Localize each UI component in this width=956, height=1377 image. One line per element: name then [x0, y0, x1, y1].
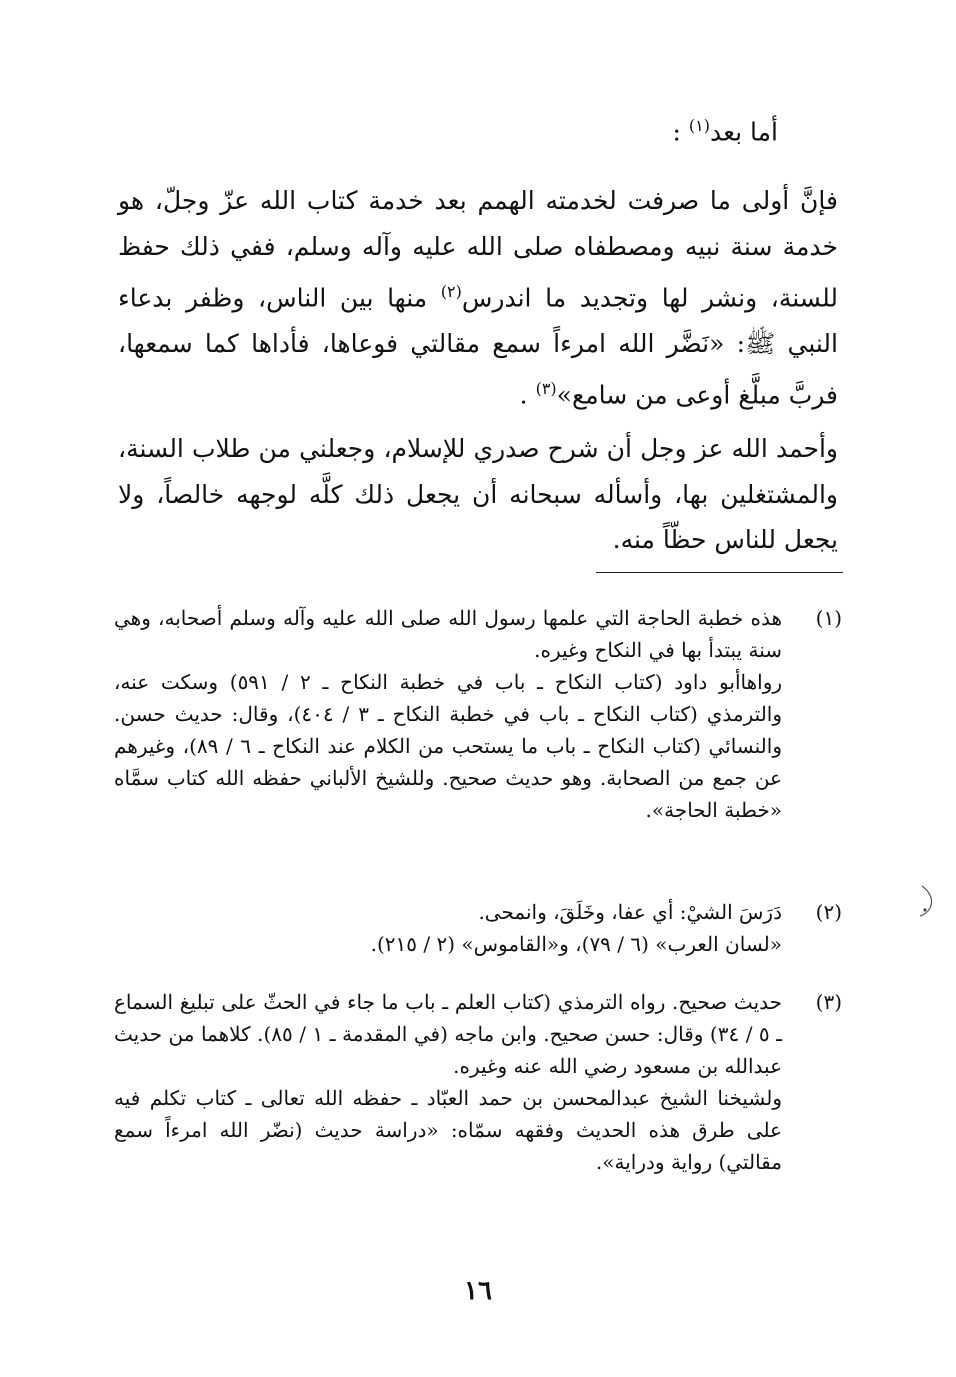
- paragraph-1-part-2: منها بين الناس، وظفر بدعاء النبي ﷺ: «نَضَّر الله امرءاً سمع مقالتي فوعاها، فأداها كما سمعها، فربَّ مبلَّغ أوعى من سامع»: [118, 283, 838, 410]
- footnote-3-line-2: ولشيخنا الشيخ عبدالمحسن بن حمد العبّاد ـ حفظه الله تعالى ـ كتاب تكلم فيه على طرق هذه الحديث وفقهه سمّاه: «دراسة حديث (نضّر الله امرءاً سمع مقالتي) رواية ودراية».: [114, 1086, 782, 1174]
- footnote-2-line-1: دَرَسَ الشيْ: أي عفا، وخَلَقَ، وانمحى.: [478, 900, 782, 924]
- footnote-1-body: [114, 602, 782, 826]
- footnote-ref-1: (١): [688, 116, 710, 135]
- footnote-3-line-1: حديث صحيح. رواه الترمذي (كتاب العلم ـ باب ما جاء في الحثّ على تبليغ السماع ـ ٥ / ٣٤) وقال: حسن صحيح. وابن ماجه (في المقدمة ـ ١ / ٨٥). كلاهما من حديث عبدالله بن مسعود رضي الله عنه وغيره.: [114, 990, 783, 1078]
- footnote-2: [114, 896, 842, 960]
- opening-trail: :: [672, 117, 689, 147]
- footnote-1-line-1: هذه خطبة الحاجة التي علمها رسول الله صلى الله عليه وآله وسلم أصحابه، وهي سنة يبتدأ بها في النكاح وغيره.: [114, 606, 782, 662]
- pen-mark-icon: [916, 882, 940, 922]
- paragraph-1: [118, 178, 838, 418]
- paragraph-1-part-3: .: [519, 380, 536, 410]
- footnote-3-body: [114, 986, 782, 1178]
- footnote-3: [114, 986, 842, 1178]
- page-number: ١٦: [464, 1276, 492, 1306]
- footnote-ref-3: (٣): [535, 379, 557, 399]
- opening-line: [118, 108, 778, 150]
- footnote-separator: [596, 572, 843, 573]
- opening-text: أما بعد: [709, 117, 778, 147]
- paragraph-1-part-1: فإنَّ أولى ما صرفت لخدمته الهمم بعد خدمة كتاب الله عزّ وجلّ، هو خدمة سنة نبيه ومصطفاه صلى الله عليه وآله وسلم، ففي ذلك حفظ للسنة، ونشر لها وتجديد ما اندرس: [118, 186, 839, 313]
- paragraph-2: وأحمد الله عز وجل أن شرح صدري للإسلام، وجعلني من طلاب السنة، والمشتغلين بها، وأسأله سبحانه أن يجعل ذلك كلَّه لوجهه خالصاً، ولا يجعل للناس حظّاً منه.: [118, 434, 838, 554]
- footnote-ref-2: (٢): [440, 282, 462, 301]
- footnote-1-line-2: رواهاأبو داود (كتاب النكاح ـ باب في خطبة النكاح ـ ٢ / ٥٩١) وسكت عنه، والترمذي (كتاب النكاح ـ باب في خطبة النكاح ـ ٣ / ٤٠٤)، وقال: حديث حسن. والنسائي (كتاب النكاح ـ باب ما يستحب من الكلام عند النكاح ـ ٦ / ٨٩)، وغيرهم عن جمع من الصحابة. وهو حديث صحيح. وللشيخ الألباني حفظه الله كتاب سمَّاه «خطبة الحاجة».: [114, 670, 783, 822]
- footnote-3-number: (٣): [815, 990, 842, 1014]
- footnote-2-number: (٢): [815, 900, 842, 924]
- footnote-1: [114, 602, 842, 826]
- footnote-1-number: (١): [815, 606, 842, 630]
- footnote-2-line-2: «لسان العرب» (٦ / ٧٩)، و«القاموس» (٢ / ٢١٥).: [370, 932, 782, 956]
- footnote-2-body: [114, 896, 782, 960]
